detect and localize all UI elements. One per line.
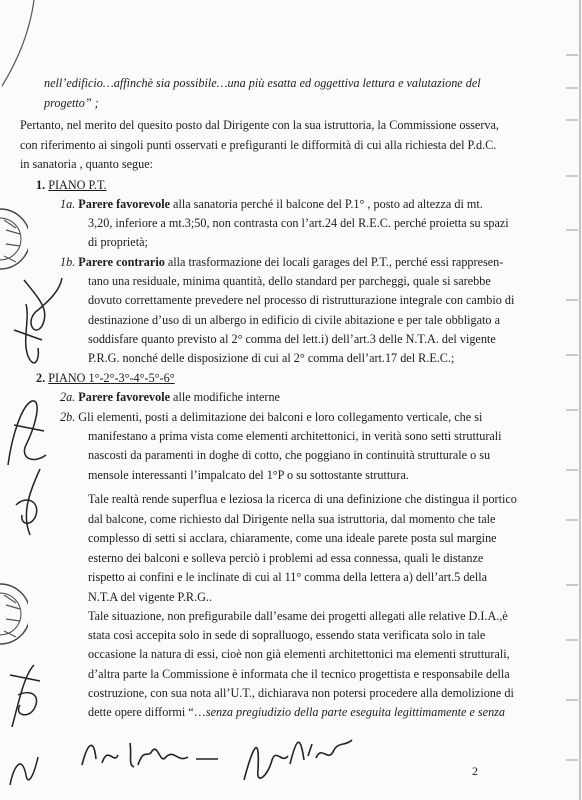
text-segment: nascosti da paramenti in doghe di cotto, che poggiano in continuità strutturale o su [88,448,491,462]
text-line [88,216,509,231]
text-line [88,647,510,662]
text-segment: nell’edificio…affinchè sia possibile…una più esatta ed oggettiva lettura e valutazione del [44,76,481,90]
text-line [88,293,514,308]
text-segment: alla sanatoria perché il balcone del P.1° , posto ad altezza di mt. [169,197,483,211]
text-line [88,332,496,347]
section-heading [36,371,175,386]
text-segment: esterno dei balconi e solleva perciò i problemi ad essa connessa, quali le distanze [88,551,484,565]
text-line [88,609,508,624]
text-line [44,96,99,111]
text-segment: di proprietà; [88,235,148,249]
text-segment: Tale situazione, non prefigurabile dall’esame dei progetti allegati alle relative D.I.A.,è [88,609,508,623]
text-line [88,512,495,527]
handwritten-initials-mark [4,655,48,735]
text-segment: Parere contrario [78,255,165,269]
text-segment: PIANO P.T. [48,178,107,192]
text-line [88,448,490,463]
handwritten-signature [238,720,358,790]
text-line [88,274,491,289]
text-line [88,492,517,507]
official-stamp-seal [0,200,28,278]
text-line [60,410,482,425]
text-line [88,686,514,701]
text-line [60,390,280,405]
text-line [20,138,496,153]
text-line [88,351,454,366]
text-line [88,313,500,328]
text-segment: Tale realtà rende superflua e leziosa la ricerca di una definizione che distingua il portico [88,492,517,506]
text-segment: PIANO 1°-2°-3°-4°-5°-6° [48,371,175,385]
text-line [44,76,481,91]
text-segment: 2. [36,371,49,385]
text-line [88,570,487,585]
text-segment: rispetto ai confini e le inclinate di cui al 11° comma della lettera a) dell’art.5 della [88,570,487,584]
text-segment: costruzione, con sua nota all’U.T., dichiarava non potersi procedere alla demolizione di [88,686,514,700]
text-segment: alla trasformazione dei locali garages del P.T., perché essi rappresen- [164,255,504,269]
text-segment: complesso di setti si acclara, chiaramente, come una ideale parete posta sul margine [88,531,497,545]
text-line [88,429,502,444]
text-segment: 1a. [60,197,79,211]
handwritten-initials-mark [6,745,42,795]
text-segment: N.T.A del vigente P.R.G.. [88,590,213,604]
text-line [88,590,212,605]
text-segment: P.R.G. nonché delle disposizione di cui al 2° comma dell’art.17 del R.E.C.; [88,351,455,365]
text-segment: Gli elementi, posti a delimitazione dei balconi e loro collegamento verticale, che si [78,410,483,424]
handwritten-initials-mark [8,300,48,380]
text-line [20,157,153,172]
text-segment: 2a. [60,390,79,404]
official-stamp-seal [0,575,28,653]
text-line [20,118,499,133]
text-line [88,667,510,682]
text-line [88,468,409,483]
corner-fold-mark [0,0,40,90]
section-heading [36,178,107,193]
text-segment: con riferimento ai singoli punti osservati e prefiguranti le difformità di cui alla richiesta del P.d.C. [20,138,497,152]
text-segment: soddisfare quanto previsto al 2° comma del lett.i) dell’art.3 delle N.T.A. del vigente [88,332,496,346]
handwritten-initials-mark [2,395,50,475]
text-segment: 1. [36,178,49,192]
text-segment: dovuto correttamente prevedere nel processo di ristrutturazione integrale con cambio di [88,293,515,307]
text-segment: dette opere difformi “… [88,705,206,719]
text-segment: mensole interessanti l’impalcato del 1°P o su sottostante struttura. [88,468,409,482]
text-segment: 3,20, inferiore a mt.3;50, non contrasta con l’art.24 del R.E.C. perché proietta su spazi [88,216,509,230]
text-line [88,531,497,546]
text-segment: 1b. [60,255,79,269]
text-segment: dal balcone, come richiesto dal Dirigente nella sua istruttoria, dal momento che tale [88,512,496,526]
text-segment: progetto” ; [44,96,99,110]
text-line [88,628,485,643]
text-line [60,197,483,212]
text-segment: manifestano a prima vista come elementi architettonici, in verità sono setti strutturali [88,429,502,443]
page-number: 2 [472,764,478,778]
text-segment: in sanatoria , quanto segue: [20,157,154,171]
text-segment: tano una residuale, minima quantità, dello standard per parcheggi, quale si sarebbe [88,274,491,288]
text-segment: d’altra parte la Commissione è informata che il tecnico progettista e responsabile della [88,667,510,681]
binder-holes-edge [556,0,582,800]
text-line [88,705,505,720]
text-segment: alle modifiche interne [169,390,280,404]
text-line [60,255,503,270]
text-segment: senza pregiudizio della parte eseguita legittimamente e senza [205,705,506,719]
text-line [88,551,483,566]
text-line [88,235,148,250]
handwritten-signature [78,735,228,775]
text-segment: stata così accepita solo in sede di sopralluogo, essendo stata verificata solo in tale [88,628,486,642]
text-segment: Parere favorevole [78,197,170,211]
text-segment: occasione la natura di essi, cioè non già elementi architettonici ma elementi strutturali, [88,647,510,661]
text-segment: Pertanto, nel merito del quesito posto dal Dirigente con la sua istruttoria, la Commissione osserva, [20,118,499,132]
text-segment: 2b. [60,410,79,424]
text-segment: destinazione d’uso di un albergo in edificio di civile abitazione e per tale obbligato a [88,313,500,327]
text-segment: Parere favorevole [78,390,170,404]
handwritten-initials-mark [10,465,50,545]
